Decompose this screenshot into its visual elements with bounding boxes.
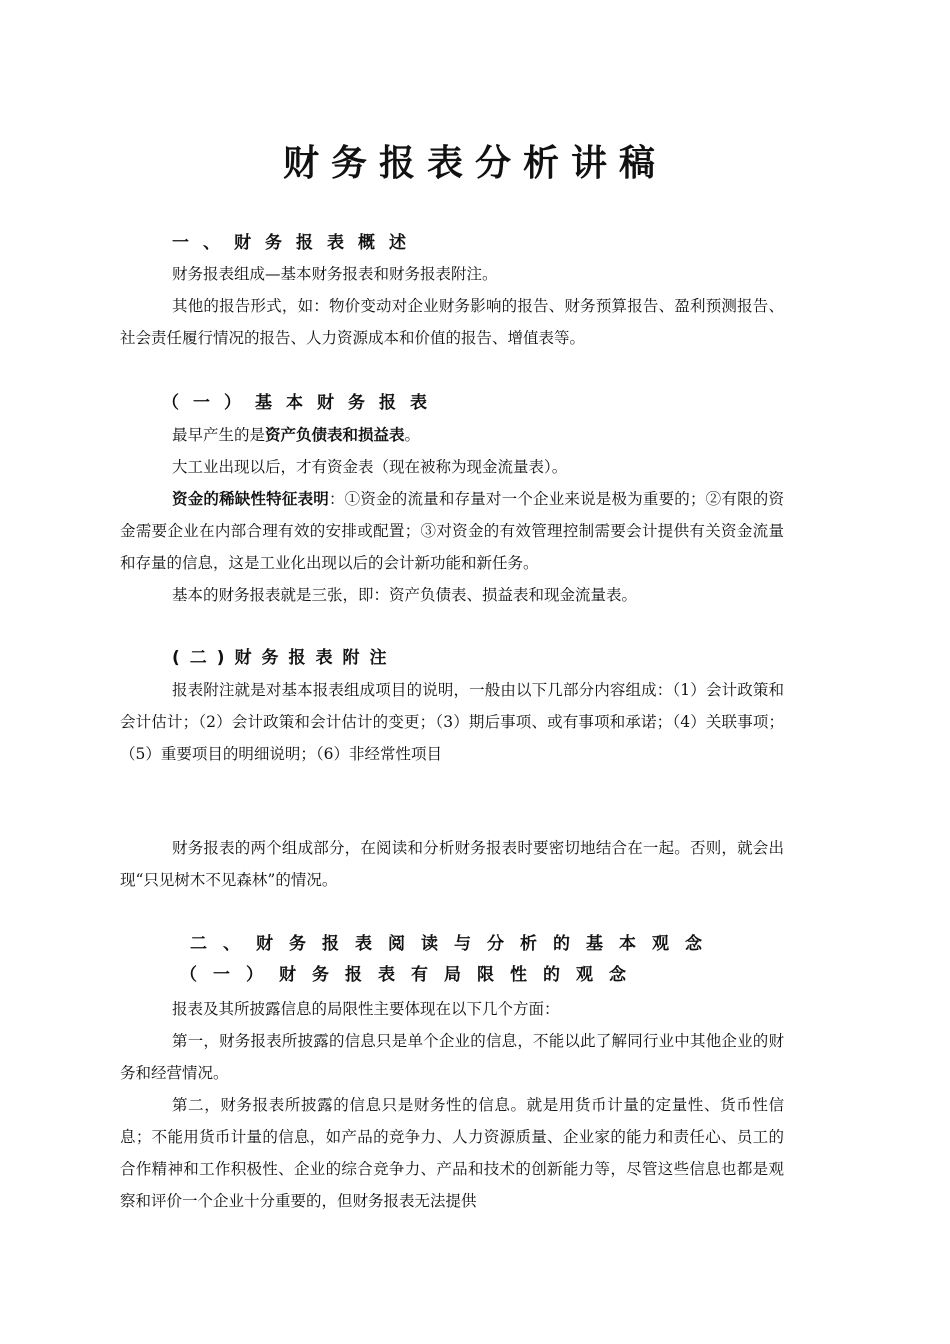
paragraph: 财务报表组成—基本财务报表和财务报表附注。 [172, 265, 498, 283]
paragraph [120, 483, 784, 579]
section-2a-heading: （一）财务报表有局限性的观念 [180, 965, 642, 985]
paragraph: 财务报表的两个组成部分，在阅读和分析财务报表时要密切地结合在一起。否则，就会出现“只见树木不见森林”的情况。 [120, 839, 784, 889]
paragraph: 第一，财务报表所披露的信息只是单个企业的信息，不能以此了解同行业中其他企业的财务和经营情况。 [120, 1032, 784, 1082]
paragraph-emphasis: 资金的稀缺性特征表明 [172, 490, 329, 508]
paragraph: 基本的财务报表就是三张，即：资产负债表、损益表和现金流量表。 [172, 586, 638, 604]
paragraph: 大工业出现以后，才有资金表（现在被称为现金流量表）。 [172, 458, 568, 476]
paragraph: 其他的报告形式，如：物价变动对企业财务影响的报告、财务预算报告、盈利预测报告、社会责任履行情况的报告、人力资源成本和价值的报告、增值表等。 [120, 297, 784, 347]
paragraph-text: ：①资金的流量和存量对一个企业来说是极为重要的；②有限的资金需要企业在内部合理有效的安排或配置；③对资金的有效管理控制需要会计提供有关资金流量和存量的信息，这是工业化出现以后的会计新功能和新任务。 [120, 490, 784, 572]
paragraph [120, 419, 784, 451]
paragraph-emphasis: 资产负债表和损益表 [265, 426, 405, 444]
section-2-heading: 二、财务报表阅读与分析的基本观念 [190, 934, 718, 954]
section-1b-heading: (二)财务报表附注 [172, 648, 397, 668]
paragraph-text: 最早产生的是 [172, 426, 266, 444]
section-1-heading: 一、财务报表概述 [172, 233, 420, 253]
paragraph: 第二，财务报表所披露的信息只是财务性的信息。就是用货币计量的定量性、货币性信息；不能用货币计量的信息，如产品的竞争力、人力资源质量、企业家的能力和责任心、员工的合作精神和工作积极性、企业的综合竞争力、产品和技术的创新能力等，尽管这些信息也都是观察和评价一个企业十分重要的，但财务报表无法提供 [120, 1096, 784, 1210]
section-1a-heading: （一）基本财务报表 [162, 393, 441, 413]
paragraph-text: 。 [404, 426, 421, 444]
paragraph: 报表附注就是对基本报表组成项目的说明，一般由以下几部分内容组成：（1）会计政策和会计估计；（2）会计政策和会计估计的变更；（3）期后事项、或有事项和承诺；（4）关联事项；（5）重要项目的明细说明；（6）非经常性项目 [120, 681, 784, 763]
document-title: 财务报表分析讲稿 [282, 143, 667, 184]
paragraph: 报表及其所披露信息的局限性主要体现在以下几个方面： [172, 1000, 560, 1018]
